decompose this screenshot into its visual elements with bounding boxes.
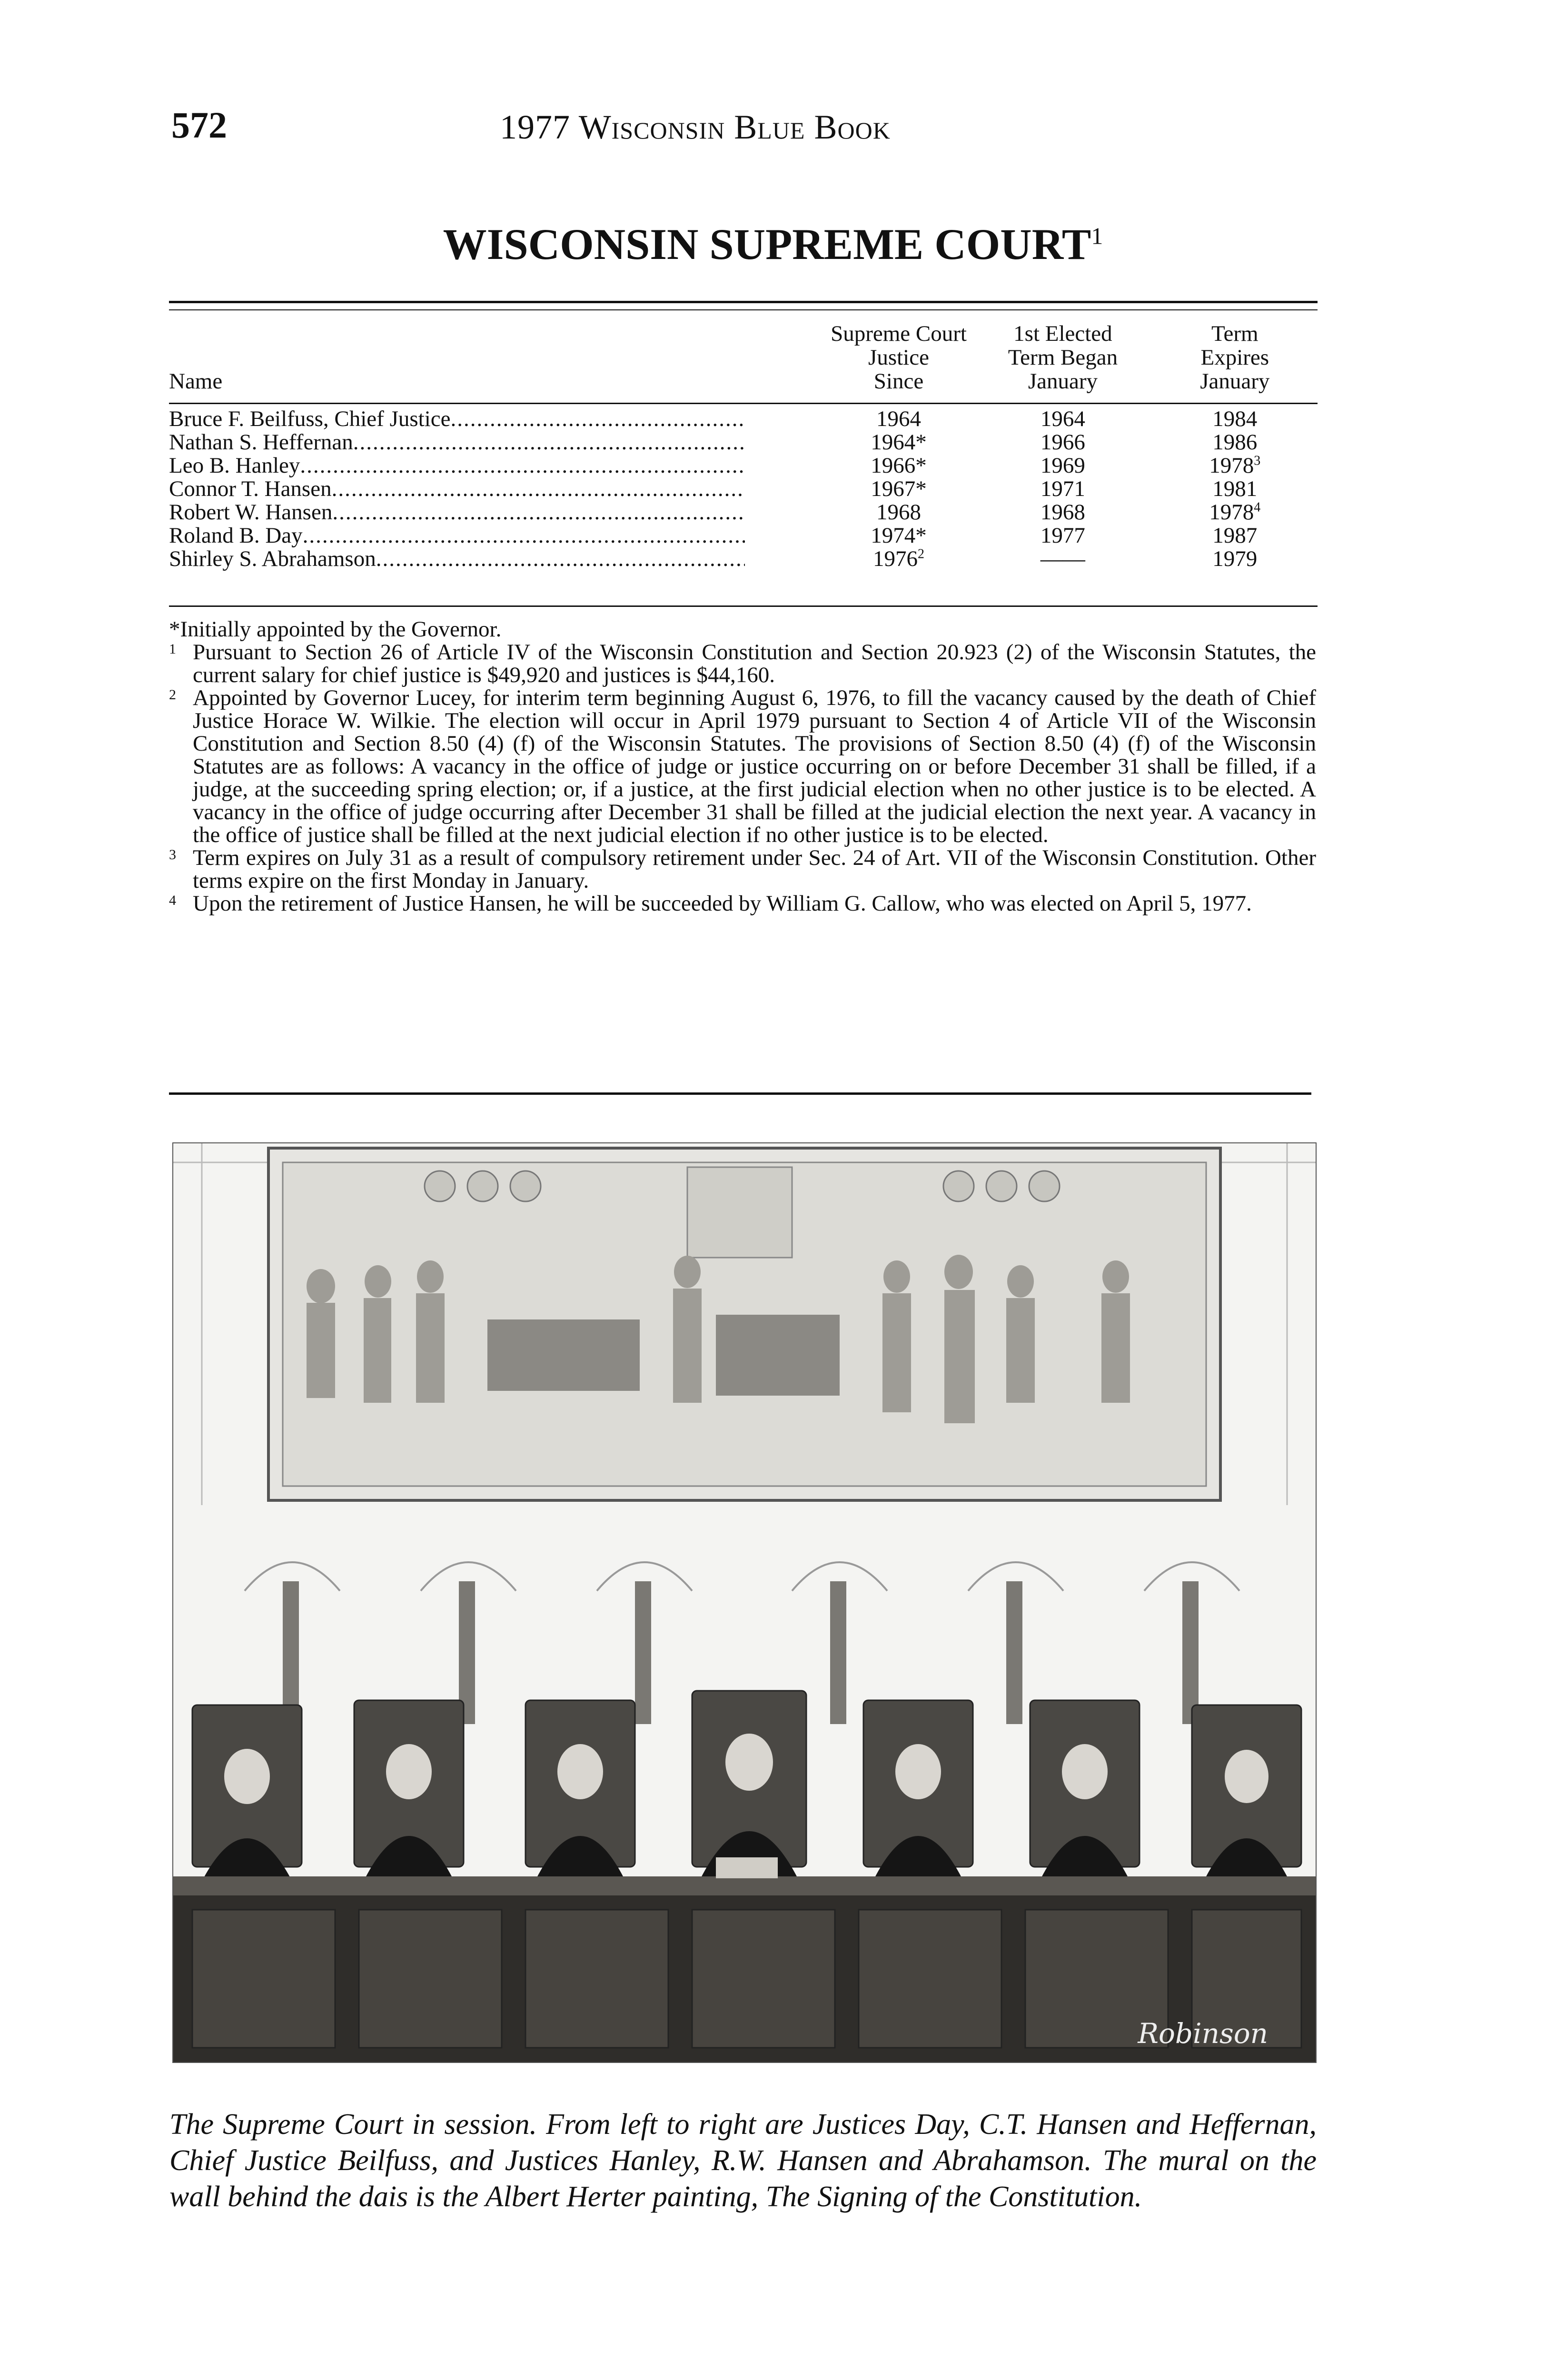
expires-cell: 1986: [1212, 430, 1258, 455]
expires-cell: 1984: [1212, 407, 1258, 431]
page-number: 572: [171, 104, 227, 146]
footnote-text: Upon the retirement of Justice Hansen, he will be succeeded by William G. Callow, who was elected on April 5, 1977.: [193, 891, 1252, 916]
expires-footnote-mark: 4: [1254, 500, 1261, 515]
footnote-mark: 1: [169, 641, 176, 657]
footnote-asterisk: *Initially appointed by the Governor.: [169, 617, 502, 642]
table-row: [169, 477, 1321, 501]
expires-cell: 1978: [1209, 500, 1254, 525]
since-cell: 1966*: [871, 453, 927, 478]
dot-leader: [332, 477, 745, 501]
footnote-text: Appointed by Governor Lucey, for interim term beginning August 6, 1976, to fill the vacancy caused by the death of Chief Justice Horace W. Wilkie. The election will occur in April 1979 pursuant to Section 4 of Article VII of the Wisconsin Constitution and Section 8.50 (4) (f) of the Wisconsin Statutes. The provisions of Section 8.50 (4) (f) of the Wisconsin Statutes are as follows: A vacancy in the office of judge or justice occurring on or before December 31 shall be filled, if a judge, at the succeeding spring election; or, if a justice, at the first judicial election when no other justice is to be elected. A vacancy in the office of judge occurring after December 31 shall be filled at the judicial election the next year. A vacancy in the office of justice shall be filled at the next judicial election if no other justice is to be elected.: [193, 685, 1316, 847]
first-elected-cell: 1964: [1040, 407, 1085, 431]
table-row: [169, 524, 1321, 547]
footnote-3: [169, 846, 1316, 892]
header-first-elected-line1: 1st Elected: [1013, 321, 1112, 346]
first-elected-cell: 1977: [1040, 523, 1085, 548]
dot-leader: [353, 431, 745, 454]
justice-name: Robert W. Hansen: [169, 501, 333, 524]
header-term-expires-line2: Expires: [1200, 345, 1269, 370]
header-first-elected-line2: Term Began: [1008, 345, 1118, 370]
first-elected-cell: 1966: [1040, 430, 1085, 455]
footnote-4: [169, 892, 1316, 915]
court-photo-illustration: [173, 1143, 1316, 2062]
title-footnote-mark: 1: [1091, 222, 1103, 249]
table-header-row: [169, 318, 1321, 393]
footnote-1: [169, 641, 1316, 686]
table-row: [169, 547, 1321, 571]
expires-cell: 1981: [1212, 476, 1258, 501]
dot-leader: [300, 454, 745, 477]
table-header-rule: [169, 403, 1318, 404]
header-since-line3: Since: [873, 369, 924, 394]
header-term-expires-line3: January: [1200, 369, 1270, 394]
justices-table: [169, 318, 1321, 571]
dot-leader: [332, 501, 745, 524]
since-footnote-mark: 2: [918, 546, 924, 562]
since-cell: 1968: [876, 500, 921, 525]
footnotes: [169, 618, 1316, 915]
header-first-elected: [977, 318, 1149, 393]
since-cell: 1976: [873, 546, 918, 571]
page-title: [0, 219, 1546, 269]
since-cell: 1974*: [871, 523, 927, 548]
header-since-line2: Justice: [868, 345, 929, 370]
since-cell: 1964*: [871, 430, 927, 455]
justice-name: Shirley S. Abrahamson: [169, 547, 376, 571]
table-row: [169, 501, 1321, 524]
since-cell: 1964: [876, 407, 921, 431]
dot-leader: [303, 524, 745, 547]
dot-leader: [451, 407, 745, 431]
header-since: [821, 318, 977, 393]
footnote-mark: 3: [169, 847, 176, 863]
dot-leader: [376, 547, 745, 571]
expires-footnote-mark: 3: [1254, 453, 1261, 468]
table-row: [169, 407, 1321, 431]
first-elected-cell: 1971: [1040, 476, 1085, 501]
header-name-label: Name: [169, 369, 223, 394]
court-photograph: [172, 1142, 1317, 2063]
justice-name: Leo B. Hanley: [169, 454, 300, 477]
first-elected-cell: 1969: [1040, 453, 1085, 478]
table-row: [169, 431, 1321, 454]
footnote-mark: 2: [169, 687, 176, 703]
header-name: [169, 318, 821, 393]
header-since-line1: Supreme Court: [831, 321, 967, 346]
table-top-rule: [169, 301, 1318, 303]
first-elected-cell: ——: [1040, 546, 1085, 571]
justice-name: Roland B. Day: [169, 524, 303, 547]
photo-caption: The Supreme Court in session. From left to right are Justices Day, C.T. Hansen and Heffernan, Chief Justice Beilfuss, and Justices Hanley, R.W. Hansen and Abrahamson. The mural on the wall behind the dais is the Albert Herter painting, The Signing of the Constitution.: [169, 2108, 1317, 2213]
footnote-mark: 4: [169, 892, 176, 908]
header-first-elected-line3: January: [1028, 369, 1098, 394]
justice-name: Bruce F. Beilfuss, Chief Justice: [169, 407, 451, 431]
expires-cell: 1987: [1212, 523, 1258, 548]
justice-name: Connor T. Hansen: [169, 477, 332, 501]
table-bottom-rule: [169, 605, 1318, 607]
footnote-text: Term expires on July 31 as a result of compulsory retirement under Sec. 24 of Art. VII of the Wisconsin Constitution. Other terms expire on the first Monday in January.: [193, 845, 1316, 893]
table-top-rule-thin: [169, 309, 1318, 310]
first-elected-cell: 1968: [1040, 500, 1085, 525]
footnote-2: [169, 686, 1316, 846]
since-cell: 1967*: [871, 476, 927, 501]
title-text: WISCONSIN SUPREME COURT: [443, 220, 1091, 268]
header-term-expires: [1149, 318, 1321, 393]
table-row: [169, 454, 1321, 477]
expires-cell: 1979: [1212, 546, 1258, 571]
photographer-signature: Robinson: [1138, 2017, 1268, 2050]
header-term-expires-line1: Term: [1211, 321, 1259, 346]
footnote-text: Pursuant to Section 26 of Article IV of the Wisconsin Constitution and Section 20.923 (2) of the Wisconsin Statutes, the current salary for chief justice is $49,920 and justices is $44,160.: [193, 640, 1316, 687]
justice-name: Nathan S. Heffernan: [169, 431, 353, 454]
running-head: 1977 Wisconsin Blue Book: [500, 108, 891, 146]
expires-cell: 1978: [1209, 453, 1254, 478]
section-divider: [169, 1092, 1311, 1095]
